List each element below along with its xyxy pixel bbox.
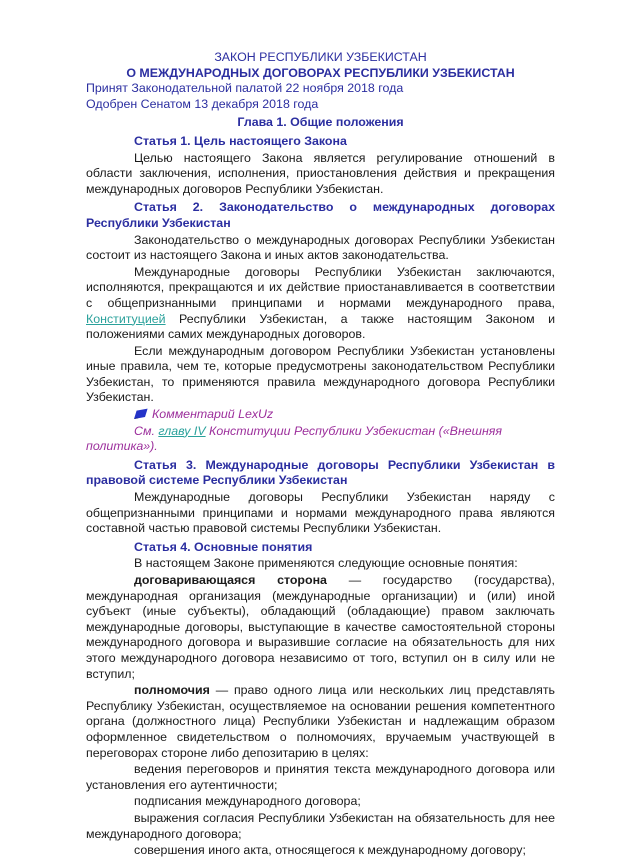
definition-powers xyxy=(86,683,555,761)
definition-contracting-party xyxy=(86,573,555,682)
article-2-paragraph-3: Если международным договором Республики Узбекистан установлены иные правила, чем те, которые предусмотрены законодательством Республики Узбекистан, то применяются правила международного договора Республики Узбекистан. xyxy=(86,343,555,405)
law-title-line1: ЗАКОН РЕСПУБЛИКИ УЗБЕКИСТАН xyxy=(214,50,427,64)
see-note-text: Конституции Республики Узбекистан («Внешняя политика»). xyxy=(86,423,502,454)
powers-list-item-3: выражения согласия Республики Узбекистан на обязательность для нее международного договора; xyxy=(86,810,555,841)
definition-text: — право одного лица или нескольких лиц представлять Республику Узбекистан, осуществляемое на основании решения компетентного органа (должностного лица) Республики Узбекистан и надлежащим образом оформленное свидетельством о полномочиях, вручаемым участвующей в переговорах стороне либо депозитарию в целях: xyxy=(86,683,555,760)
article-2-heading: Статья 2. Законодательство о международных договорах Республики Узбекистан xyxy=(86,200,555,230)
definition-term: полномочия xyxy=(134,683,210,698)
powers-list-item-1: ведения переговоров и принятия текста международного договора или установления его аутентичности; xyxy=(86,762,555,792)
comment-flag-icon xyxy=(134,408,148,419)
chapter-iv-link[interactable]: главу IV xyxy=(158,423,206,438)
law-title-line2: О МЕЖДУНАРОДНЫХ ДОГОВОРАХ РЕСПУБЛИКИ УЗБЕКИСТАН xyxy=(126,65,515,80)
approved-line: Одобрен Сенатом 13 декабря 2018 года xyxy=(86,96,319,111)
powers-list-item-4: совершения иного акта, относящегося к международному договору; xyxy=(134,843,526,858)
article-1-heading: Статья 1. Цель настоящего Закона xyxy=(134,133,347,148)
article-4-heading: Статья 4. Основные понятия xyxy=(134,539,313,554)
powers-list-item-2: подписания международного договора; xyxy=(134,794,361,809)
lexuz-comment-label[interactable]: Комментарий LexUz xyxy=(152,407,274,422)
definition-term: договаривающаяся сторона xyxy=(134,573,327,587)
article-3-heading: Статья 3. Международные договоры Республики Узбекистан в правовой системе Республики Узбекистан xyxy=(86,457,555,488)
lexuz-comment-line xyxy=(86,407,555,423)
article-1-paragraph: Целью настоящего Закона является регулирование отношений в области заключения, исполнения, приостановления действия и прекращения международных договоров Республики Узбекистан. xyxy=(86,150,555,196)
constitution-link[interactable]: Конституцией xyxy=(86,311,166,326)
article-2-paragraph-1: Законодательство о международных договорах Республики Узбекистан состоит из настоящего Закона и иных актов законодательства. xyxy=(86,232,555,263)
definition-text: — государство (государства), международная организация (международные организации) и (или) иной субъект (иные субъекты), обладающий (обладающие) правом заключать международные договоры, выступающие в качестве самостоятельной стороны международного договора и выразившие согласие на обязательность для них этого международного договора независимо от того, вступил он в силу или не вступил; xyxy=(86,573,555,681)
paragraph-text: Международные договоры Республики Узбекистан заключаются, исполняются, прекращаются и их действие приостанавливается в соответствии с общепризнанными принципами и нормами международного права, xyxy=(86,264,555,310)
see-note-line xyxy=(86,424,555,455)
article-3-paragraph: Международные договоры Республики Узбекистан наряду с общепризнанными принципами и нормами международного права являются составной частью правовой системы Республики Узбекистан. xyxy=(86,490,555,536)
adopted-line: Принят Законодательной палатой 22 ноября 2018 года xyxy=(86,81,404,96)
article-4-intro: В настоящем Законе применяются следующие основные понятия: xyxy=(134,556,518,571)
chapter-1-heading: Глава 1. Общие положения xyxy=(237,115,404,130)
paragraph-text: Республики Узбекистан, а также настоящим Законом и положениями самих международных договоров. xyxy=(86,311,555,342)
article-2-paragraph-2 xyxy=(86,265,555,343)
see-note-text: См. xyxy=(134,423,159,438)
